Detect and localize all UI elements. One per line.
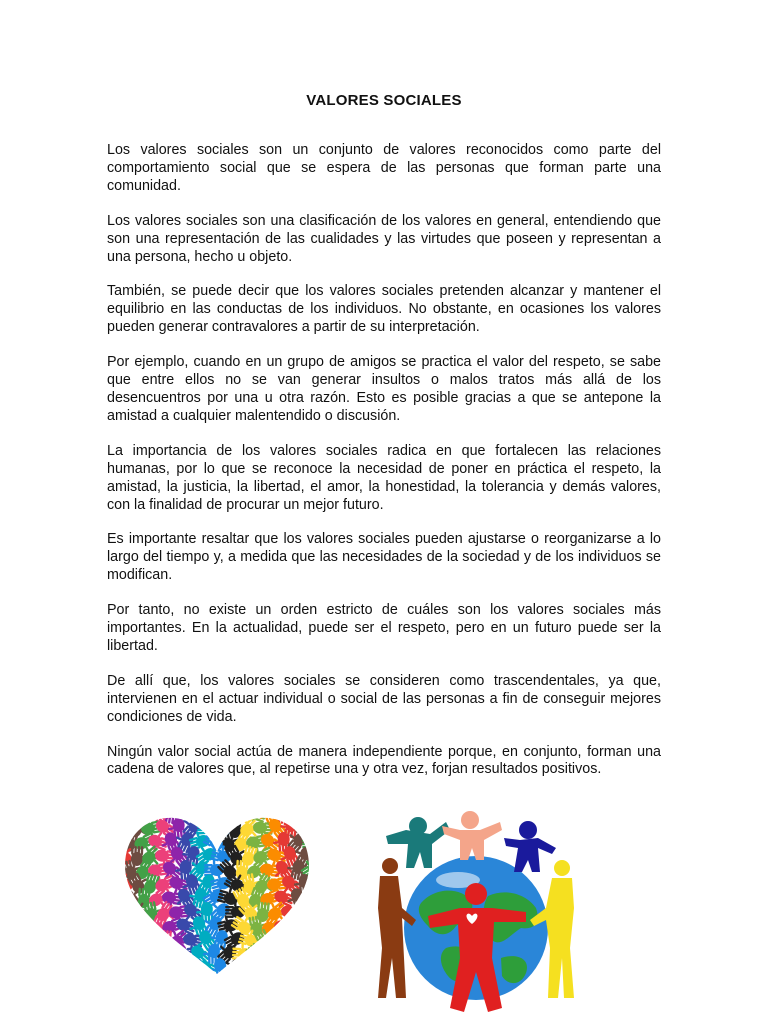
hand-shape — [122, 925, 134, 951]
paragraph-8: De allí que, los valores sociales se consideren como trascendentales, ya que, intervienen en el actuar individual o social de las personas a fin de conseguir mejores condiciones de vida. — [107, 672, 661, 725]
hand-shape — [263, 943, 282, 965]
hand-shape — [123, 954, 149, 978]
figure-salmon — [442, 811, 502, 860]
hand-shape — [196, 816, 217, 834]
paragraph-6: Es importante resaltar que los valores sociales pueden ajustarse o reorganizarse a lo largo del tiempo y, a medida que las necesidades de la sociedad y de los individuos se modifican. — [107, 531, 661, 584]
paragraph-2: Los valores sociales son una clasificación de los valores en general, entendiendo que son una representación de las cualidades y las virtudes que poseen y representan a una persona, hecho u objeto. — [107, 212, 661, 265]
hand-shape — [132, 939, 158, 964]
hand-shape — [219, 814, 241, 827]
hand-shape — [251, 953, 277, 978]
hand-shape — [147, 967, 173, 979]
paragraph-9: Ningún valor social actúa de manera independiente porque, en conjunto, forman una cadena de valores que, al repetirse una y otra vez, forjan resultados positivos. — [107, 743, 661, 778]
hand-shape — [122, 940, 126, 966]
hand-shape — [204, 814, 229, 826]
paragraph-3: También, se puede decir que los valores sociales pretenden alcanzar y mantener el equilibrio en las conductas de los individuos. No obstante, en ocasiones los valores pueden generar contravalores a partir de su interpretación. — [107, 283, 661, 336]
hand-shape — [297, 942, 312, 968]
hand-shape — [140, 954, 164, 977]
hand-shape — [304, 957, 312, 979]
hand-shape — [301, 916, 312, 937]
heart-hands-group — [122, 814, 312, 979]
hand-shape — [122, 814, 127, 824]
hand-shape — [308, 815, 312, 836]
hand-shape — [283, 915, 309, 941]
hand-shape — [127, 929, 148, 947]
hand-shape — [170, 956, 193, 979]
hand-shape — [291, 930, 312, 954]
paragraph-1: Los valores sociales son un conjunto de valores reconocidos como parte del comportamiento social que se espera de las personas que forman parte una comunidad. — [107, 142, 661, 194]
hand-shape — [174, 971, 200, 979]
hand-shape — [298, 972, 312, 979]
hand-shape — [151, 942, 171, 964]
hand-shape — [122, 913, 143, 935]
hand-shape — [122, 887, 126, 904]
hand-shape — [155, 954, 179, 979]
hand-shape — [134, 970, 155, 979]
paragraph-7: Por tanto, no existe un orden estricto de cuáles son los valores sociales más importantes. En la actualidad, puede ser el respeto, pero en un futuro puede ser la libertad. — [107, 602, 661, 654]
paragraph-4: Por ejemplo, cuando en un grupo de amigos se practica el valor del respeto, se sabe que entre ellos no se van generar insultos o malos tratos más allá de los desencuentros por una u otra razón. Esto es posible gracias a que se antepone la amistad a cualquier malentendido o discusión. — [107, 354, 661, 424]
hand-shape — [199, 970, 224, 979]
hand-shape — [273, 919, 295, 938]
hand-shape — [300, 814, 312, 824]
hand-shape — [165, 971, 185, 979]
hand-shape — [306, 900, 312, 923]
hand-shape — [280, 931, 305, 954]
hand-shape — [290, 900, 312, 926]
hand-shape — [122, 814, 145, 829]
hand-shape — [261, 968, 284, 979]
hand-shape — [245, 968, 270, 979]
hand-shape — [122, 955, 131, 979]
document-body — [107, 142, 661, 796]
paragraph-5: La importancia de los valores sociales radica en que fortalecen las relaciones humanas, por lo que se reconoce la necesidad de poner en práctica el respeto, la amistad, la justicia, la libertad, el amor, la honestidad, la tolerancia y demás valores, con la finalidad de procurar un mejor futuro. — [107, 442, 661, 513]
hand-shape — [295, 961, 312, 979]
hand-shape — [272, 943, 298, 969]
hand-shape — [302, 831, 312, 849]
hand-shape — [270, 957, 290, 979]
hand-shape — [140, 925, 166, 951]
hand-shape — [122, 967, 141, 979]
page-title: VALORES SOCIALES — [306, 92, 462, 109]
hand-shape — [122, 911, 128, 936]
hand-shape — [280, 956, 306, 979]
hand-shape — [268, 928, 291, 953]
hand-shape — [122, 941, 141, 962]
hand-shape — [188, 974, 211, 979]
hand-shape — [274, 970, 298, 979]
hand-shape — [306, 929, 312, 953]
figure-navy — [504, 821, 556, 872]
hand-shape — [237, 955, 260, 976]
hand-shape — [279, 905, 301, 925]
hand-shape — [285, 814, 309, 823]
heart-of-hands-icon — [122, 814, 312, 979]
hand-shape — [122, 899, 134, 921]
hand-shape — [287, 973, 311, 979]
hand-shape — [286, 946, 309, 967]
hand-shape — [189, 814, 212, 822]
hand-shape — [228, 968, 254, 979]
people-around-globe-icon — [376, 808, 576, 1018]
